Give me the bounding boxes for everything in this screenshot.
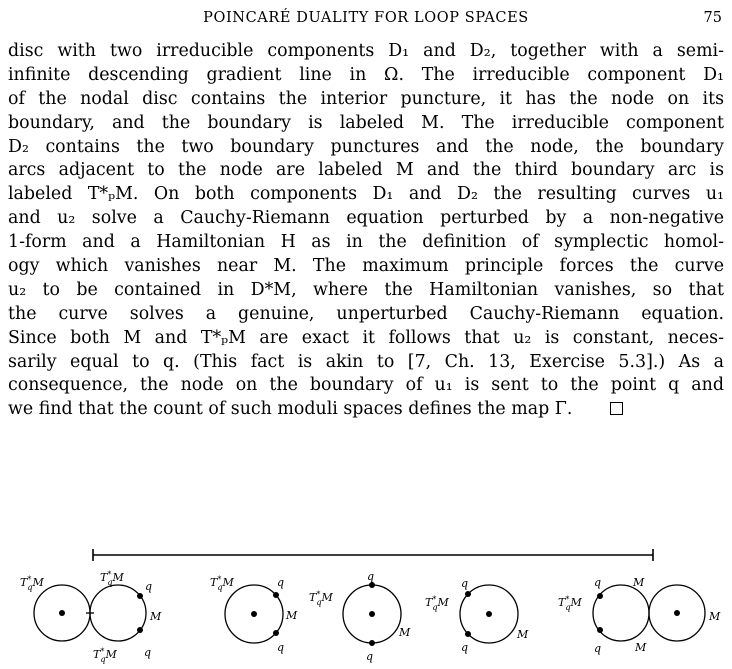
boundary-puncture-dot bbox=[137, 593, 143, 599]
interior-puncture-dot bbox=[486, 611, 492, 617]
text-line: disc with two irreducible components D₁ and D₂, together with a semi- bbox=[8, 41, 724, 61]
boundary-puncture-dot bbox=[465, 591, 471, 597]
svg-text:T*qM: T* qM bbox=[425, 595, 449, 612]
boundary-puncture-dot bbox=[137, 627, 143, 633]
text-line: and u₂ solve a Cauchy-Riemann equation perturbed by a non-negative bbox=[8, 208, 724, 229]
fig-label-T: T bbox=[309, 591, 317, 604]
text-line: labeled T*ₚM. On both components D₁ and D₂ the resulting curves u₁ bbox=[8, 184, 724, 205]
fig-label-M: M bbox=[286, 609, 298, 622]
text-line: D₂ contains the two boundary punctures and the node, the boundary bbox=[8, 136, 724, 157]
text-line: sarily equal to q. (This fact is akin to [7, Ch. 13, Exercise 5.3].) As a bbox=[8, 351, 724, 372]
moduli-space-figure bbox=[0, 538, 732, 669]
parameter-interval bbox=[93, 549, 653, 561]
fig-label-M: M bbox=[635, 641, 647, 654]
svg-text:T*qM: T* qM bbox=[558, 595, 582, 612]
fig-label-q: q bbox=[594, 642, 602, 655]
boundary-puncture-dot bbox=[597, 627, 603, 633]
text-line: 1-form and a Hamiltonian H as in the definition of symplectic homol- bbox=[8, 232, 724, 253]
fig-label-T: T bbox=[20, 576, 28, 589]
text-line: the curve solves a genuine, unperturbed Cauchy-Riemann equation. bbox=[8, 303, 724, 324]
interior-puncture-dot bbox=[369, 611, 375, 617]
text-line: ogy which vanishes near M. The maximum principle forces the curve bbox=[8, 256, 724, 277]
proof-paragraph bbox=[8, 40, 724, 422]
fig-label-q: q bbox=[594, 576, 602, 589]
text-line: of the nodal disc contains the interior puncture, it has the node on its bbox=[8, 88, 724, 109]
fig-label-M: M bbox=[399, 626, 411, 639]
fig-label-q: q bbox=[144, 646, 152, 659]
boundary-puncture-dot bbox=[273, 630, 279, 636]
running-title: POINCARÉ DUALITY FOR LOOP SPACES bbox=[203, 10, 529, 26]
text-line: arcs adjacent to the node are labeled M and the third boundary arc is bbox=[8, 160, 724, 181]
interior-puncture-dot bbox=[251, 611, 257, 617]
text-line: u₂ to be contained in D*M, where the Hamiltonian vanishes, so that bbox=[8, 279, 724, 300]
text-line: we find that the count of such moduli spaces defines the map Γ. bbox=[8, 399, 573, 420]
fig-label-T: T bbox=[425, 596, 433, 609]
svg-text:T*qM: T* qM bbox=[100, 570, 124, 587]
disc-d2 bbox=[90, 585, 146, 641]
qed-box-icon bbox=[610, 402, 623, 415]
fig-label-M: M bbox=[709, 610, 721, 623]
text-line-last bbox=[8, 398, 724, 422]
svg-text:T*qM: T* qM bbox=[309, 590, 333, 607]
fig-label-M: M bbox=[633, 576, 645, 589]
fig-label-M: M bbox=[150, 610, 162, 623]
page-number: 75 bbox=[703, 10, 722, 26]
fig-label-T: T bbox=[93, 648, 101, 661]
fig-label-M: M bbox=[517, 628, 529, 641]
fig-label-T: T bbox=[210, 576, 218, 589]
fig-label-T: T bbox=[558, 596, 566, 609]
fig-label-q: q bbox=[367, 570, 375, 583]
svg-text:T*qM: T* qM bbox=[210, 575, 234, 592]
text-line: Since both M and T*ₚM are exact it follows that u₂ is constant, neces- bbox=[8, 327, 724, 348]
interior-puncture-dot bbox=[59, 610, 65, 616]
fig-label-T: T bbox=[100, 571, 108, 584]
fig-label-q: q bbox=[145, 580, 153, 593]
nodal-disc-configuration bbox=[34, 585, 146, 641]
fig-label-q: q bbox=[461, 641, 469, 654]
fig-label-q: q bbox=[461, 577, 469, 590]
fig-label-q: q bbox=[277, 576, 285, 589]
svg-text:T*qM: T* qM bbox=[20, 575, 44, 592]
svg-text:T*qM: T* qM bbox=[93, 647, 117, 664]
text-line: consequence, the node on the boundary of u₁ is sent to the point q and bbox=[8, 375, 724, 396]
boundary-puncture-dot bbox=[597, 593, 603, 599]
running-header bbox=[0, 0, 732, 36]
interior-puncture-dot bbox=[674, 610, 680, 616]
text-line: boundary, and the boundary is labeled M. The irreducible component bbox=[8, 112, 724, 133]
boundary-puncture-dot bbox=[369, 640, 375, 646]
fig-label-q: q bbox=[277, 641, 285, 654]
text-line: infinite descending gradient line in Ω. The irreducible component D₁ bbox=[8, 64, 724, 85]
boundary-puncture-dot bbox=[465, 631, 471, 637]
fig-label-q: q bbox=[366, 650, 374, 663]
boundary-puncture-dot bbox=[273, 592, 279, 598]
